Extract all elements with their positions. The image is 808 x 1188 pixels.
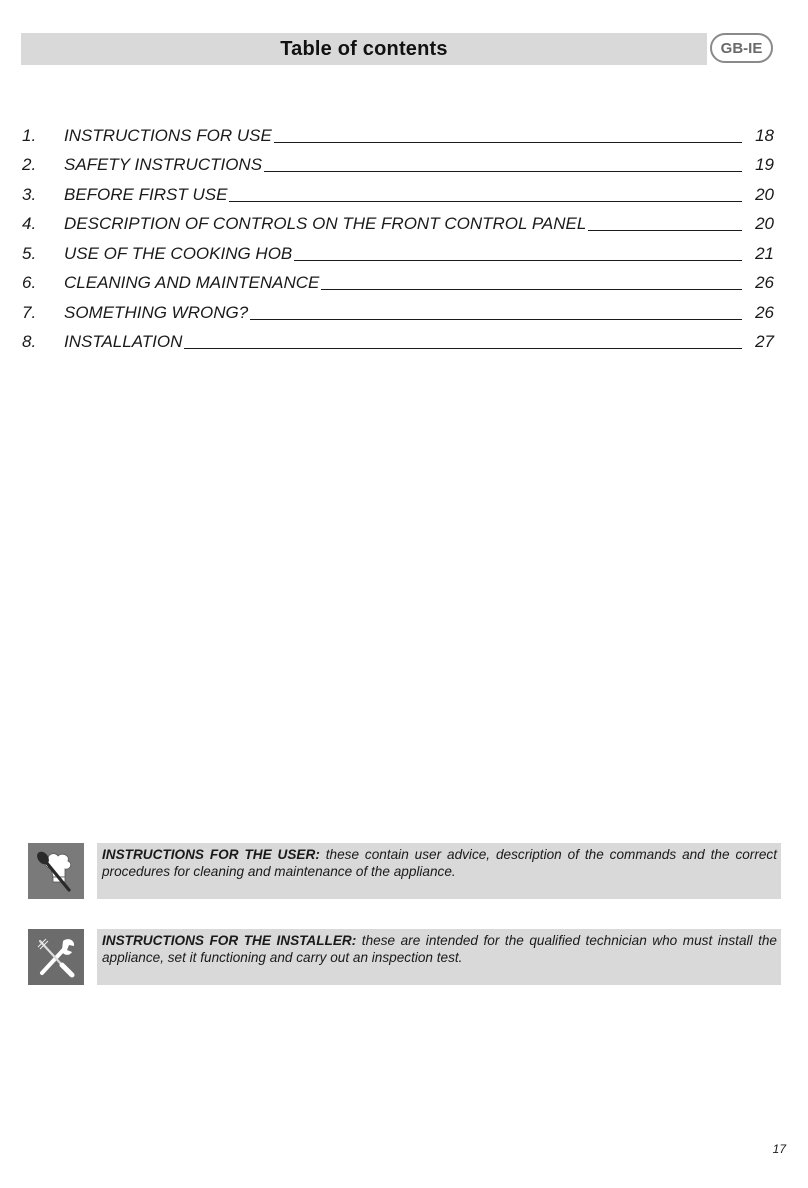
user-instructions-lead: INSTRUCTIONS FOR THE USER: — [102, 847, 320, 862]
toc-entry-label: BEFORE FIRST USE — [64, 184, 228, 204]
toc-entry-label: SAFETY INSTRUCTIONS — [64, 155, 263, 174]
toc-leader-line — [294, 259, 742, 261]
toc-entry-page: 19 — [755, 155, 774, 174]
user-instructions-body: these contain user advice, description of the commands and the correct procedures for cleaning and maintenance of the appliance. — [102, 847, 777, 879]
language-badge: GB-IE — [710, 33, 773, 63]
toc-leader-line — [184, 347, 742, 349]
toc-entry-number: 3. — [22, 184, 37, 204]
toc-leader-line — [264, 170, 742, 172]
toc-entry-number: 8. — [22, 332, 37, 351]
toc-entry[interactable] — [22, 205, 774, 235]
toc-entry-label: USE OF THE COOKING HOB — [64, 243, 293, 263]
toc-leader-line — [588, 229, 742, 231]
toc-entry-number: 1. — [22, 125, 37, 145]
toc-leader-line — [250, 318, 742, 320]
toc-entry-page: 20 — [755, 184, 774, 204]
toc-entry[interactable] — [22, 116, 774, 146]
toc-leader-line — [229, 200, 742, 202]
toc-entry[interactable] — [22, 234, 774, 264]
table-of-contents — [22, 116, 774, 352]
toc-entry-label: SOMETHING WRONG? — [64, 302, 249, 322]
toc-entry-page: 26 — [755, 302, 774, 322]
toc-entry-label: INSTALLATION — [64, 332, 183, 351]
toc-entry-number: 2. — [22, 155, 37, 174]
installer-instructions-lead: INSTRUCTIONS FOR THE INSTALLER: — [102, 933, 357, 948]
user-instructions-text — [97, 843, 781, 899]
toc-entry-number: 7. — [22, 302, 37, 322]
installer-instructions-body: these are intended for the qualified technician who must install the appliance, set it functioning and carry out an inspection test. — [102, 933, 777, 965]
toc-entry-label: DESCRIPTION OF CONTROLS ON THE FRONT CONTROL PANEL — [64, 214, 587, 233]
toc-entry-number: 6. — [22, 273, 37, 292]
installer-instructions-text — [97, 929, 781, 985]
spoon-chef-hat-icon — [28, 843, 84, 899]
toc-entry-page: 27 — [755, 332, 774, 351]
toc-entry-page: 20 — [755, 214, 774, 233]
installer-instructions-note — [28, 929, 781, 985]
toc-leader-line — [274, 141, 742, 143]
toc-leader-line — [321, 288, 742, 290]
page-number: 17 — [772, 1142, 786, 1156]
toc-entry[interactable] — [22, 264, 774, 294]
toc-entry-number: 5. — [22, 243, 37, 263]
toc-entry[interactable] — [22, 146, 774, 176]
tools-icon — [28, 929, 84, 985]
toc-entry-label: INSTRUCTIONS FOR USE — [64, 125, 272, 145]
user-instructions-note — [28, 843, 781, 899]
toc-entry-label: CLEANING AND MAINTENANCE — [64, 273, 320, 292]
page-title: Table of contents — [280, 37, 448, 60]
toc-entry[interactable] — [22, 323, 774, 353]
toc-entry-number: 4. — [22, 214, 37, 233]
toc-entry[interactable] — [22, 293, 774, 323]
toc-entry-page: 18 — [755, 125, 774, 145]
header-bar — [21, 33, 707, 65]
toc-entry-page: 21 — [755, 243, 774, 263]
toc-entry[interactable] — [22, 175, 774, 205]
toc-entry-page: 26 — [755, 273, 774, 292]
